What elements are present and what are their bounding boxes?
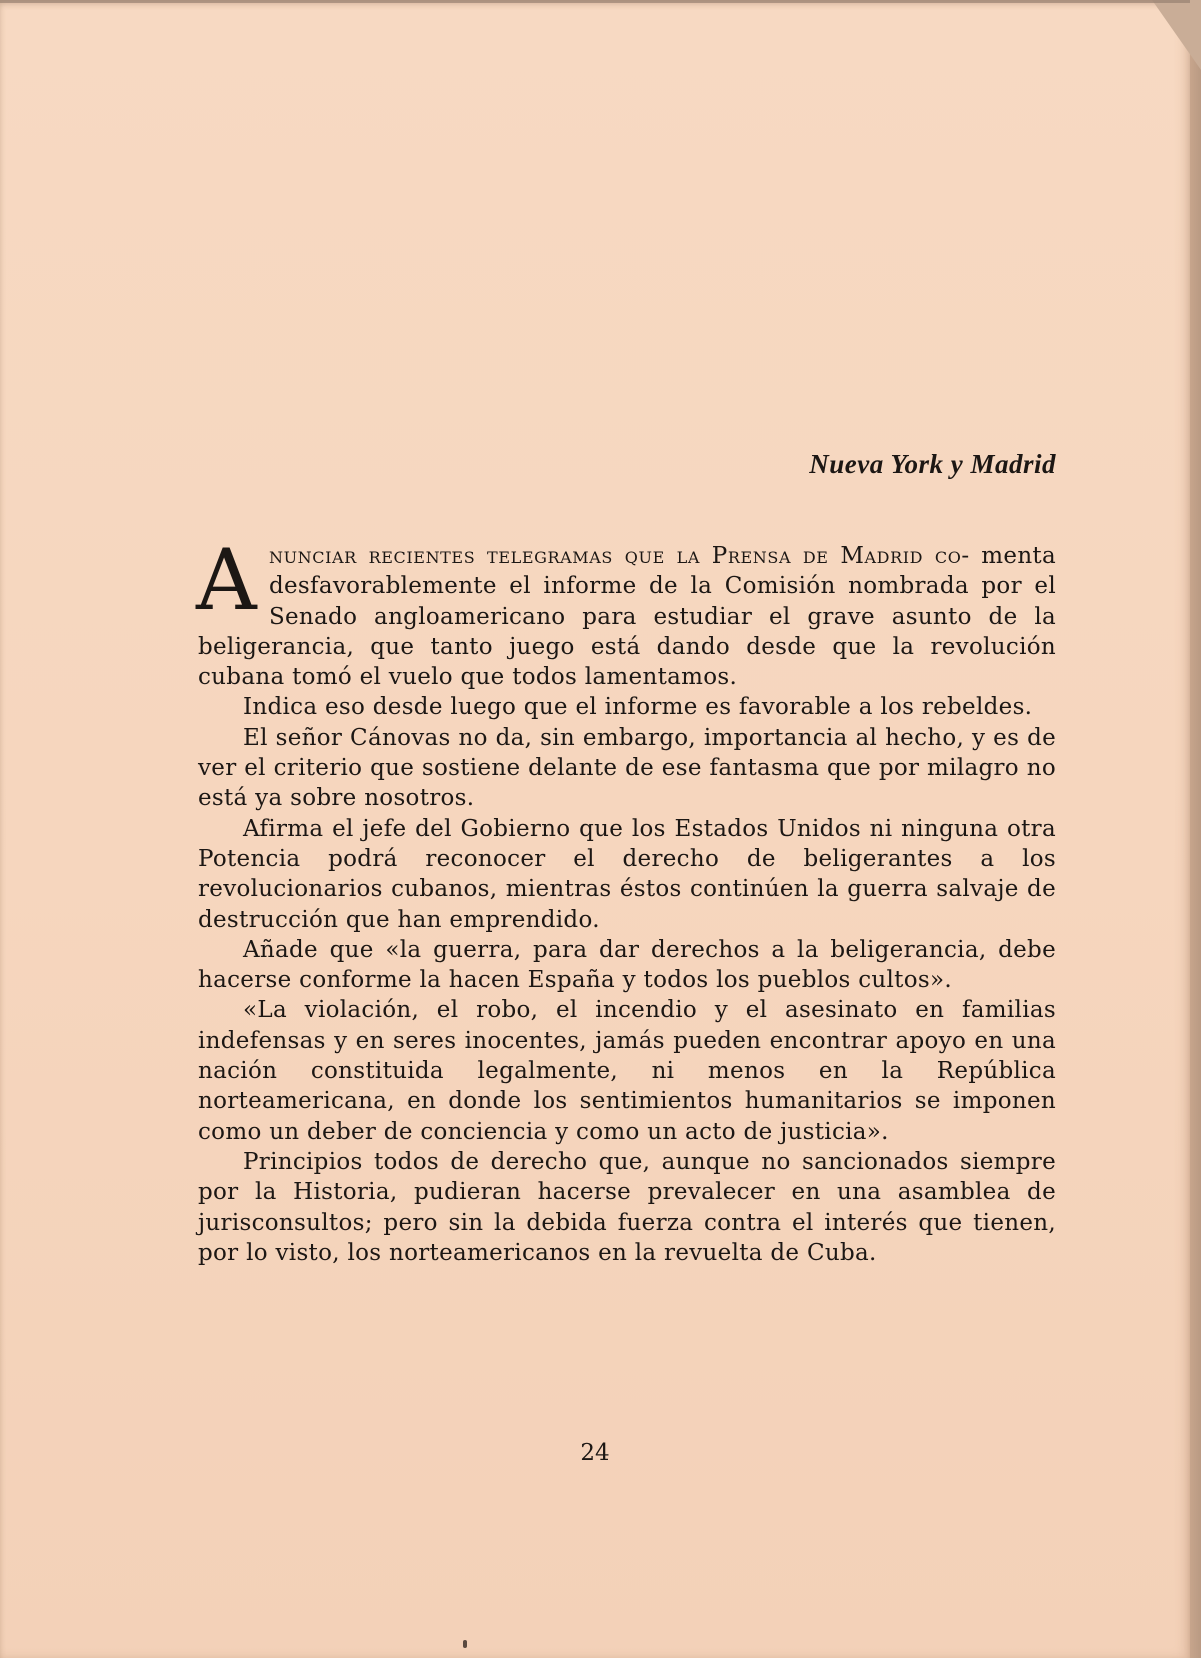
paragraph-3: El señor Cánovas no da, sin embargo, importancia al hecho, y es de ver el criterio que sostiene delante de ese fantasma que por milagro no está ya sobre nosotros. [198,724,1056,812]
torn-corner [1152,0,1201,70]
opening-smallcaps: nunciar recientes telegramas que la Prensa de Madrid co- [268,543,970,569]
article-title: Nueva York y Madrid [809,449,1056,479]
paragraph-2: Indica eso desde luego que el informe es favorable a los rebeldes. [243,694,1033,721]
paragraph-6: «La violación, el robo, el incendio y el asesinato en familias indefensas y en seres inocentes, jamás pueden encontrar apoyo en una nación constituida legalmente, ni menos en la República norteamericana, en donde los sentimientos humanitarios se imponen como un deber de conciencia y como un acto de justicia». [198,997,1056,1145]
page-edge [1190,0,1201,1658]
paragraph-4: Afirma el jefe del Gobierno que los Estados Unidos ni ninguna otra Potencia podrá reconocer el derecho de beligerantes a los revolucionarios cubanos, mientras éstos continúen la guerra salvaje de destrucción que han emprendido. [198,815,1056,933]
article-body [196,531,1056,1268]
ink-speck [463,1640,467,1648]
drop-cap: A [196,531,257,629]
page-number: 24 [580,1440,610,1466]
paragraph-7: Principios todos de derecho que, aunque no sancionados siempre por la Historia, pudieran hacerse prevalecer en una asamblea de jurisconsultos; pero sin la debida fuerza contra el interés que tienen, por lo visto, los norteamericanos en la revuelta de Cuba. [198,1148,1056,1266]
page-top-edge [0,0,1190,3]
paragraph-1 [196,531,1056,692]
paragraph-1-text: menta desfavorablemente el informe de la Comisión nombrada por el Senado angloamericano para estudiar el grave asunto de la beligerancia, que tanto juego está dando desde que la revolución cubana tomó el vuelo que todos lamentamos. [198,543,1056,691]
paragraph-5: Añade que «la guerra, para dar derechos a la beligerancia, debe hacerse conforme la hacen España y todos los pueblos cultos». [198,936,1056,994]
